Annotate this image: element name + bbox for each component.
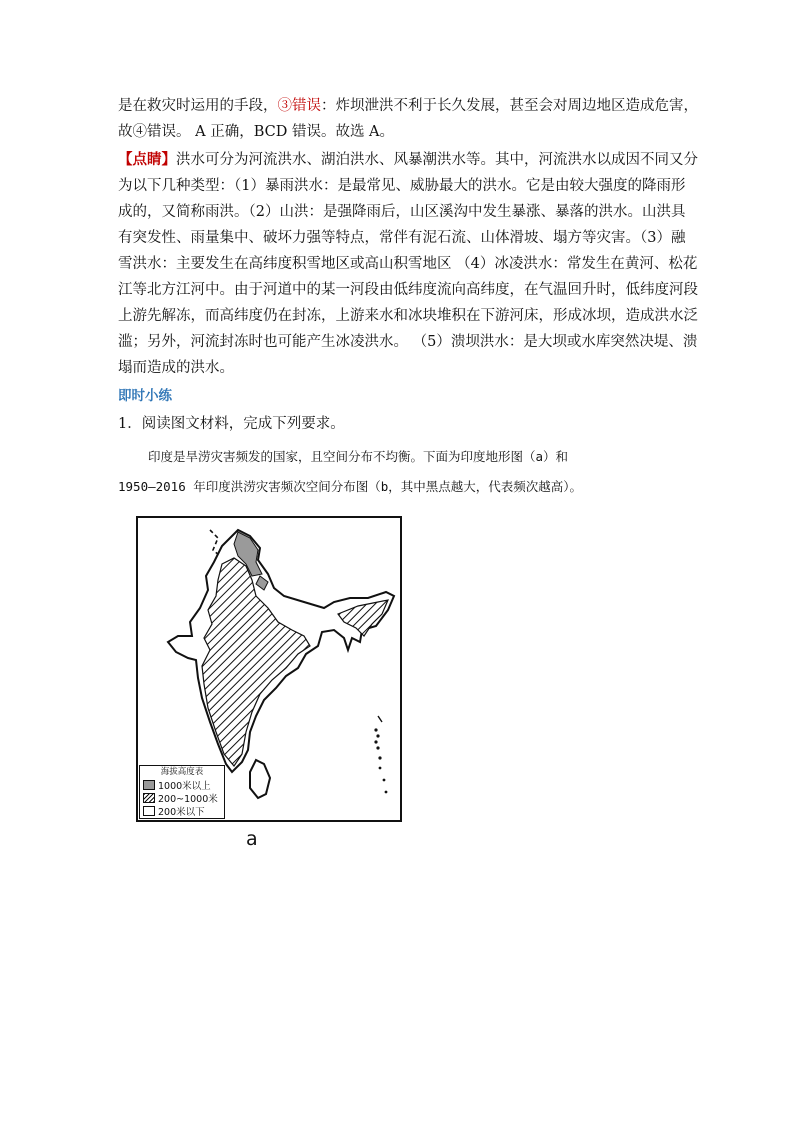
answer-line-2 — [118, 122, 394, 142]
legend-item-high — [140, 778, 224, 791]
legend-label-high: 1000米以上 — [158, 780, 211, 792]
sri-lanka — [250, 760, 270, 798]
answer-line1-black: 是在救灾时运用的手段， — [118, 98, 278, 114]
answer-line-1 — [118, 96, 698, 116]
dianjing-line-8: 滥；另外，河流封冻时也可能产生冰凌洪水。 （5）溃坝洪水：是大坝或水库突然决堤、溃 — [118, 334, 698, 350]
answer-line2-text: 故④错误。 A 正确，BCD 错误。故选 A。 — [118, 124, 395, 140]
dianjing-text: 洪水可分为河流洪水、湖泊洪水、风暴潮洪水等。其中，河流洪水以成因不同又分 — [176, 152, 698, 168]
answer-line1-rest: ：炸坝泄洪不利于长久发展，甚至会对周边地区造成危害， — [321, 98, 698, 114]
dianjing-line-3: 成的，又简称雨洪。（2）山洪：是强降雨后，山区溪沟中发生暴涨、暴落的洪水。山洪具 — [118, 204, 686, 220]
dianjing-line-4: 有突发性、雨量集中、破坏力强等特点，常伴有泥石流、山体滑坡、塌方等灾害。（3）融 — [118, 230, 686, 246]
india-terrain-map — [136, 516, 402, 822]
dianjing-line-7: 上游先解冻，而高纬度仍在封冻，上游来水和冰块堆积在下游河床，形成冰坝，造成洪水泛 — [118, 308, 698, 324]
legend-swatch-gray — [143, 780, 155, 790]
elevation-legend — [139, 765, 225, 819]
legend-swatch-white — [143, 806, 155, 816]
answer-line1-red: ③错误 — [277, 98, 321, 114]
map-caption: a — [246, 828, 258, 850]
andaman-islands — [374, 728, 387, 793]
legend-swatch-hatch — [143, 793, 155, 803]
legend-title: 海拔高度表 — [160, 767, 204, 777]
material-line-2: 1950—2016 年印度洪涝灾害频次空间分布图（b，其中黑点越大，代表频次越高）。 — [118, 479, 583, 494]
dianjing-line-6: 江等北方江河中。由于河道中的某一河段由低纬度流向高纬度，在气温回升时，低纬度河段 — [118, 282, 698, 298]
legend-label-low: 200米以下 — [158, 806, 205, 818]
dianjing-line-1 — [118, 150, 698, 170]
dianjing-bracket: 【点睛】 — [118, 151, 176, 168]
question-1: 1．阅读图文材料，完成下列要求。 — [118, 416, 345, 432]
legend-label-mid: 200~1000米 — [158, 793, 218, 805]
practice-heading: 即时小练 — [118, 388, 172, 404]
dianjing-line-2: 为以下几种类型：（1）暴雨洪水：是最常见、威胁最大的洪水。它是由较大强度的降雨形 — [118, 178, 686, 194]
material-line-1: 印度是旱涝灾害频发的国家，且空间分布不均衡。下面为印度地形图（a）和 — [148, 449, 569, 464]
legend-item-mid — [140, 791, 224, 804]
legend-item-low — [140, 804, 224, 817]
dianjing-line-9: 塌而造成的洪水。 — [118, 360, 234, 376]
dianjing-line-5: 雪洪水：主要发生在高纬度积雪地区或高山积雪地区 （4）冰凌洪水：常发生在黄河、松花 — [118, 256, 698, 272]
